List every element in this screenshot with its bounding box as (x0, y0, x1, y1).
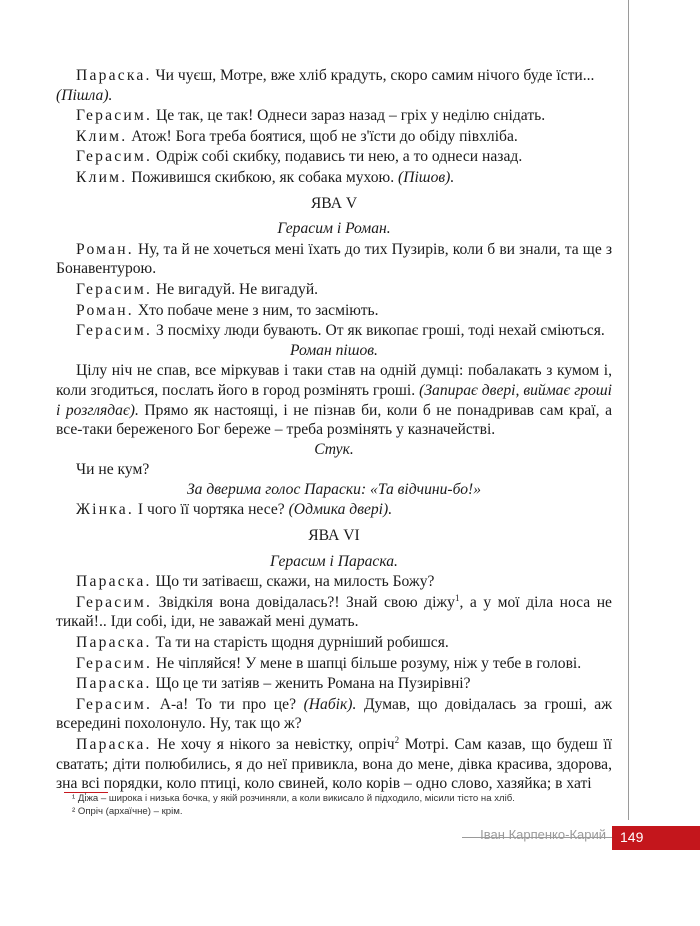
speaker-name: Параска. (76, 675, 152, 693)
margin-rule (628, 0, 629, 820)
speaker-name: Герасим. (76, 107, 153, 125)
speaker-name: Клим. (76, 127, 128, 145)
speaker-name: Герасим. (76, 148, 153, 166)
footnote-ref: 1 (454, 592, 460, 603)
speaker-name: Роман. (76, 240, 134, 258)
line-text: Що ти затіваєш, скажи, на милость Божу? (155, 573, 435, 591)
scene-heading: ЯВА V (310, 194, 358, 212)
stage-direction: (Набік). (303, 695, 357, 713)
dialogue-line (56, 66, 612, 105)
scene-characters: Герасим і Параска. (270, 552, 398, 570)
speaker-name: Параска. (76, 67, 152, 84)
stage-direction: (Пішла). (56, 86, 113, 104)
dialogue-line (56, 147, 612, 167)
line-text: Думав, що довідалась за гроші, аж всередині похолонуло. Ну, так що ж? (56, 695, 612, 733)
dialogue-line (56, 633, 612, 653)
dialogue-line (56, 321, 612, 341)
line-text: А-а! То ти про це? (159, 695, 296, 713)
dialogue-line (56, 280, 612, 300)
footnote-ref: 2 (394, 734, 400, 745)
dialogue-line (56, 572, 612, 592)
dialogue-line (56, 168, 612, 188)
line-text: Не чіпляйся! У мене в шапці більше розуму, ніж у тебе в голові. (156, 654, 582, 672)
speaker-name: Герасим. (76, 654, 153, 672)
line-text: Цілу ніч не спав, все міркував і таки став на одній думці: побалакать з кумом і, коли згодиться, послать його в город розмінять гроші. (56, 362, 612, 399)
line-text: , а у мої діла носа не тикай!.. Іди собі, іди, не заважай мені думать. (56, 593, 612, 631)
stage-direction: (Пішов). (398, 168, 455, 186)
line-text: Прямо як настоящі, і не пізнав би, коли б не понадривав сам краї, а все-таки береженого Бог береже – треба розмінять у казначействі. (56, 401, 612, 439)
dialogue-line (56, 695, 612, 734)
speaker-name: Герасим. (76, 322, 153, 340)
line-text: Одріж собі скибку, подавись ти нею, а то однеси назад. (156, 148, 523, 166)
speaker-name: Жінка. (76, 501, 135, 519)
dialogue-line (56, 301, 612, 321)
speaker-name: Параска. (76, 573, 152, 591)
dialogue-line (56, 106, 612, 126)
stage-direction: (Одмика двері). (288, 501, 393, 519)
line-text: Це так, це так! Однеси зараз назад – гріх у неділю снідать. (156, 107, 546, 125)
line-text: Чи чуєш, Мотре, вже хліб крадуть, скоро самим нічого буде їсти... (155, 67, 595, 84)
monologue (56, 361, 612, 439)
line-text: Та ти на старість щодня дурніший робишся. (155, 634, 449, 652)
line-text: Ну, та й не хочеться мені їхать до тих Пузирів, коли б ви знали, та ще з Бонавентурою. (56, 240, 612, 278)
page-number-box (612, 826, 700, 850)
line-text: Не вигадуй. Не вигадуй. (156, 280, 319, 298)
stage-direction: (Запирає двері, виймає гроші і розглядає). (56, 381, 612, 419)
dialogue-line (56, 735, 612, 794)
scene-heading: ЯВА VI (308, 527, 360, 545)
dialogue-line (56, 593, 612, 632)
speaker-name: Параска. (76, 736, 152, 753)
line-text: Поживишся скибкою, як собака мухою. (131, 168, 395, 186)
speaker-name: Герасим. (76, 280, 153, 298)
speaker-name: Параска. (76, 634, 152, 652)
line-text: Що це ти затіяв – женить Романа на Пузирівні? (155, 675, 471, 693)
stage-direction-line: За дверима голос Параски: «Та відчини-бо!» (186, 480, 482, 498)
monologue: Чи не кум? (76, 461, 150, 479)
speaker-name: Клим. (76, 168, 128, 186)
stage-direction-line: Роман пішов. (290, 341, 378, 359)
footnote-2: ² Опріч (архаїчне) – крім. (72, 805, 183, 817)
speaker-name: Герасим. (76, 695, 153, 713)
line-text: Атож! Бога треба боятися, щоб не з'їсти до обіду півхліба. (131, 127, 518, 145)
dialogue-line (56, 127, 612, 147)
line-text: Звідкіля вона довідалась?! Знай свою діжу (158, 593, 455, 611)
speaker-name: Роман. (76, 301, 134, 319)
dialogue-line (56, 654, 612, 674)
line-text: Мотрі. Сам казав, що будеш її сватать; діти полюбились, я до неї привикла, вона до мене, дівка красива, здорова, зна всі порядки, коло птиці, коло свиней, коло корів – одно слово, хазяйка; в хаті (56, 736, 612, 793)
dialogue-line (56, 500, 612, 520)
dialogue-line (56, 240, 612, 279)
footnote-1: ¹ Ді́жа – широка і низька бочка, у якій розчиняли, а коли викисало й підходило, місили тісто на хліб. (72, 793, 515, 804)
page-number: 149 (620, 829, 644, 845)
play-text (56, 66, 612, 794)
footer-author: Іван Карпенко-Карий (480, 827, 606, 842)
scene-characters: Герасим і Роман. (277, 220, 391, 238)
dialogue-line (56, 674, 612, 694)
line-text: Хто побаче мене з ним, то засміють. (137, 301, 379, 319)
line-text: З посміху люди бувають. От як викопає гроші, тоді нехай сміються. (156, 322, 605, 340)
stage-direction-line: Стук. (314, 440, 354, 458)
speaker-name: Герасим. (76, 593, 153, 611)
line-text: Не хочу я нікого за невістку, опріч (157, 736, 395, 753)
footnotes (72, 793, 612, 818)
line-text: І чого її чортяка несе? (137, 501, 285, 519)
